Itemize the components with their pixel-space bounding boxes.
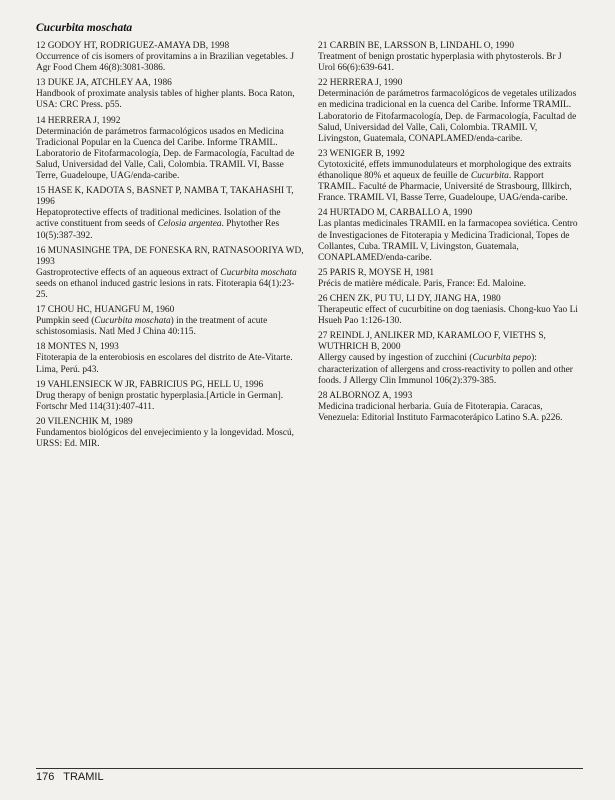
citation-text: Précis de matière médicale. Paris, France: Ed. Maloine. (318, 278, 526, 289)
reference-authors: 23 WENIGER B, 1992 (318, 148, 405, 159)
reference-citation (36, 391, 304, 413)
citation-text: Determinación de parámetros farmacológicos usados en Medicina Tradicional Popular en la Cuenca del Caribe. Informe TRAMIL. Laboratorio de Fitofarmacología, Dep. de Farmacología, Facultad de Salud, Universidad del Valle, Cali, Colombia. TRAMIL VI, Basse Terre, Guadeloupe, UAG/enda-caribe. (36, 126, 295, 182)
references-right-column (318, 41, 581, 428)
reference-entry (36, 186, 304, 241)
reference-authors: 22 HERRERA J, 1990 (318, 78, 403, 89)
species-name: Cucurbita moschata (220, 267, 297, 278)
reference-entry (318, 294, 581, 327)
reference-citation (318, 219, 581, 263)
reference-citation (36, 52, 304, 74)
reference-authors: 13 DUKE JA, ATCHLEY AA, 1986 (36, 78, 172, 89)
citation-text: Pumpkin seed ( (36, 316, 95, 327)
reference-citation (36, 208, 304, 241)
reference-citation (318, 402, 581, 424)
reference-citation (318, 160, 581, 204)
reference-authors: 26 CHEN ZK, PU TU, LI DY, JIANG HA, 1980 (318, 293, 501, 304)
reference-citation (36, 353, 304, 375)
reference-citation (318, 52, 581, 74)
reference-entry (36, 305, 304, 338)
citation-text: ) in the treatment of acute schistosomiasis. Natl Med J China 40:115. (36, 316, 268, 338)
reference-entry (318, 331, 581, 386)
reference-authors: 16 MUNASINGHE TPA, DE FONESKA RN, RATNASOORIYA WD, 1993 (36, 245, 304, 267)
reference-authors: 20 VILENCHIK M, 1989 (36, 416, 133, 427)
reference-entry (318, 149, 581, 204)
citation-text: Las plantas medicinales TRAMIL en la farmacopea soviética. Centro de Investigaciones de Fitoterapia y Medicina Tradicional, Topes de Collantes, Cuba. TRAMIL V, Livingston, Guatemala, CONAPLAMED/enda-caribe. (318, 219, 578, 263)
citation-text: Cytotoxicité, effets immunodulateurs et morphologique des extraits éthanolique 80% et aqueux de feuille de (318, 159, 572, 182)
citation-text: Allergy caused by ingestion of zucchini ( (318, 353, 473, 364)
reference-entry (318, 78, 581, 145)
reference-citation (36, 428, 304, 450)
species-name: Cucurbita pepo (472, 353, 532, 364)
citation-text: Therapeutic effect of cucurbitine on dog taeniasis. Chong-kuo Yao Li Hsueh Pao 1:126-130. (318, 305, 578, 327)
reference-entry (36, 342, 304, 375)
species-name: Cucurbita (470, 171, 509, 182)
reference-authors: 12 GODOY HT, RODRIGUEZ-AMAYA DB, 1998 (36, 41, 230, 51)
reference-authors: 28 ALBORNOZ A, 1993 (318, 390, 413, 401)
citation-text: Handbook of proximate analysis tables of higher plants. Boca Raton, USA: CRC Press. p55. (36, 89, 295, 111)
reference-citation (36, 89, 304, 111)
reference-entry (36, 246, 304, 301)
reference-citation (318, 89, 581, 144)
reference-authors: 19 VAHLENSIECK W JR, FABRICIUS PG, HELL U, 1996 (36, 379, 264, 390)
reference-authors: 14 HERRERA J, 1992 (36, 115, 121, 126)
reference-entry (318, 268, 581, 290)
references-left-column (36, 41, 304, 454)
page-footer (36, 771, 110, 783)
reference-entry (36, 417, 304, 450)
reference-authors: 24 HURTADO M, CARBALLO A, 1990 (318, 208, 473, 219)
reference-citation (318, 353, 581, 386)
reference-citation (36, 316, 304, 338)
reference-authors: 25 PARIS R, MOYSE H, 1981 (318, 267, 435, 278)
citation-text: Medicina tradicional herbaria. Guía de Fitoterapia. Caracas, Venezuela: Editorial Instituto Farmacoterápico Latino S.A. p226. (318, 401, 563, 423)
citation-text: Fitoterapia de la enterobiosis en escolares del distrito de Ate-Vitarte. Lima, Perú. p43. (36, 353, 293, 375)
reference-entry (318, 41, 581, 74)
citation-text: Treatment of benign prostatic hyperplasia with phytosterols. Br J Urol 66(6):639-641. (318, 52, 562, 74)
reference-authors: 15 HASE K, KADOTA S, BASNET P, NAMBA T, TAKAHASHI T, 1996 (36, 186, 294, 208)
species-name: Cucurbita moschata (94, 316, 171, 327)
reference-entry (318, 208, 581, 263)
reference-entry (36, 41, 304, 74)
citation-text: Occurrence of cis isomers of provitamins a in Brazilian vegetables. J Agr Food Chem 46(8):3081-3086. (36, 52, 294, 74)
footer-rule (36, 768, 583, 769)
page-number: 176 (36, 771, 55, 783)
reference-citation (318, 305, 581, 327)
citation-text: Drug therapy of benign prostatic hyperplasia.[Article in German]. Fortschr Med 114(31):407-411. (36, 390, 284, 412)
citation-text: . Rapport TRAMIL. Faculté de Pharmacie, Université de Strasbourg, Illkirch, France. TRAMIL VI, Basse Terre, Guadeloupe, UAG/enda-caribe. (318, 171, 572, 204)
reference-entry (36, 116, 304, 183)
citation-text: Fundamentos biológicos del envejecimiento y la longevidad. Moscú, URSS: Ed. MIR. (36, 428, 295, 450)
reference-entry (318, 391, 581, 424)
species-name: Celosia argentea (157, 219, 222, 230)
citation-text: Determinación de parámetros farmacológicos de vegetales utilizados en medicina tradicional en la cuenca del Caribe. Informe TRAMIL. Laboratorio de Fitofarmacología, Dep. de Farmacología, Facultad de Salud, Universidad del Valle, Cali, Colombia. TRAMIL V, Livingston, Guatemala, CONAPLAMED/enda-caribe. (318, 89, 577, 144)
reference-authors: 27 REINDL J, ANLIKER MD, KARAMLOO F, VIETHS S, WUTHRICH B, 2000 (318, 331, 546, 353)
reference-authors: 18 MONTES N, 1993 (36, 342, 119, 353)
citation-text: ): characterization of allergens and cross-reactivity to pollen and other foods. J Allergy Clin Immunol 106(2):379-385. (318, 353, 573, 386)
reference-authors: 21 CARBIN BE, LARSSON B, LINDAHL O, 1990 (318, 41, 515, 51)
citation-text: Gastroprotective effects of an aqueous extract of (36, 267, 221, 278)
reference-entry (36, 78, 304, 111)
reference-citation (36, 268, 304, 301)
citation-text: Hepatoprotective effects of traditional medicines. Isolation of the active constituent from seeds of (36, 208, 281, 230)
running-header-title: Cucurbita moschata (36, 22, 133, 34)
reference-authors: 17 CHOU HC, HUANGFU M, 1960 (36, 305, 175, 316)
reference-citation (36, 127, 304, 182)
citation-text: seeds on ethanol induced gastric lesions in rats. Fitoterapia 64(1):23-25. (36, 278, 295, 300)
reference-entry (36, 380, 304, 413)
footer-label: TRAMIL (63, 771, 104, 783)
reference-citation (318, 279, 581, 290)
citation-text: . Phytother Res 10(5):387-392. (36, 219, 280, 241)
